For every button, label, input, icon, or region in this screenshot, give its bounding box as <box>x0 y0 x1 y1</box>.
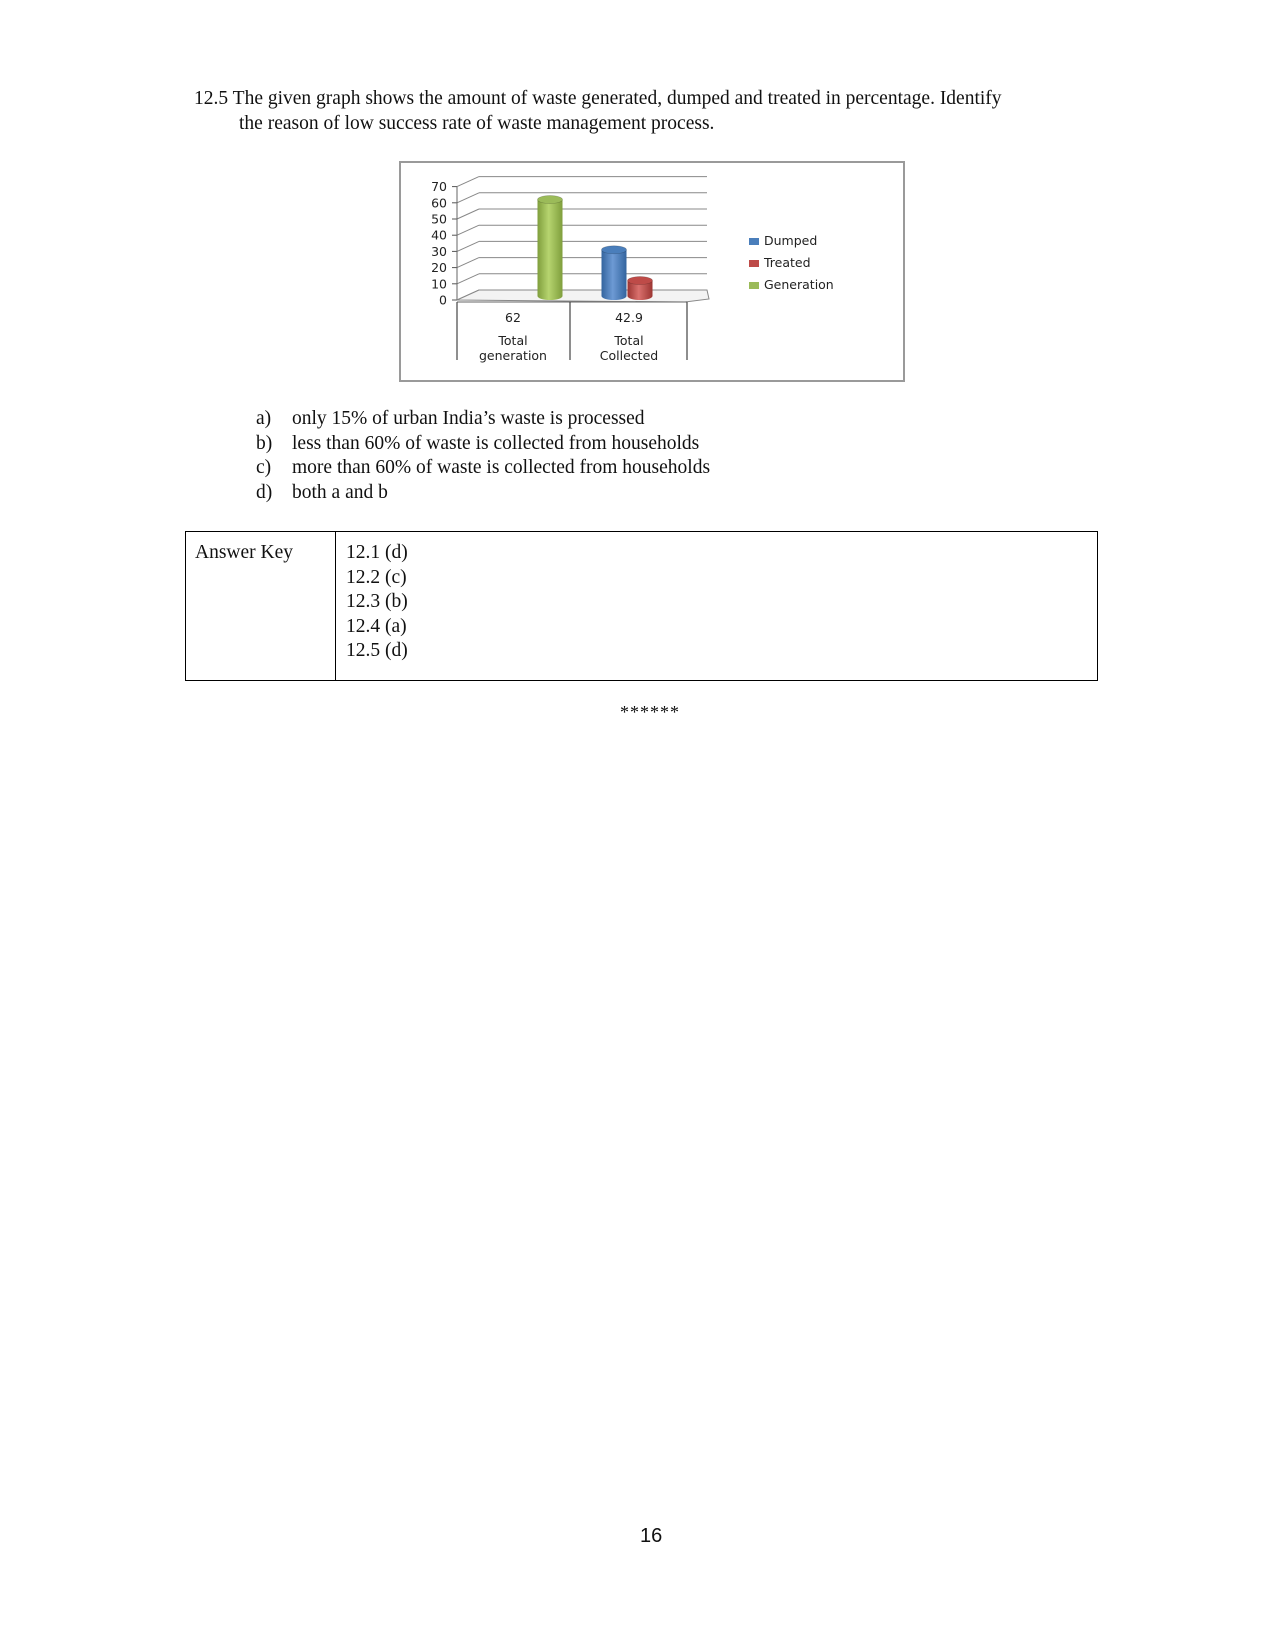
generation-bar <box>538 200 563 300</box>
category-value-label: 42.9 <box>615 310 643 325</box>
question-12-5 <box>194 86 1094 136</box>
gridline-side <box>457 225 479 235</box>
category-label: generation <box>479 348 547 363</box>
answer-item: 12.4 (a) <box>346 615 407 637</box>
page-number: 16 <box>640 1525 663 1547</box>
gridline-side <box>457 258 479 268</box>
y-tick-label: 60 <box>431 195 447 211</box>
chart-svg <box>401 163 903 380</box>
answer-item: 12.5 (d) <box>346 640 408 661</box>
gridline-side <box>457 274 479 284</box>
legend-label-treated: Treated <box>764 255 811 270</box>
legend-swatch-dumped <box>749 238 759 245</box>
y-tick-label: 70 <box>431 179 447 195</box>
answer-item: 12.1 (d) <box>346 542 408 563</box>
answer-key-table <box>185 531 1098 681</box>
y-tick-label: 20 <box>431 260 447 276</box>
legend-label-generation: Generation <box>764 277 834 292</box>
y-tick-label: 0 <box>439 292 447 308</box>
gridline-side <box>457 177 479 187</box>
option-text: more than 60% of waste is collected from households <box>292 457 711 478</box>
dumped-bar <box>602 250 627 300</box>
y-tick-label: 10 <box>431 276 447 292</box>
option-letter: a) <box>256 408 272 429</box>
option-b <box>256 432 710 457</box>
gridline-side <box>457 193 479 203</box>
question-text-1: The given graph shows the amount of waste generated, dumped and treated in percentage. Identify <box>232 88 1002 109</box>
y-tick-label: 50 <box>431 211 447 227</box>
category-value-label: 62 <box>505 310 521 325</box>
gridline-side <box>457 241 479 251</box>
answer-key-label: Answer Key <box>186 532 336 680</box>
question-text-2: the reason of low success rate of waste management process. <box>239 113 715 134</box>
question-line-1 <box>194 86 1094 111</box>
option-letter: b) <box>256 432 273 454</box>
section-separator: ****** <box>620 702 680 722</box>
answer-item: 12.3 (b) <box>346 591 408 612</box>
option-c <box>256 456 710 481</box>
category-label: Total <box>614 333 644 348</box>
category-label: Collected <box>599 348 659 363</box>
legend-label-dumped: Dumped <box>764 233 818 248</box>
dumped-bar-top <box>602 246 627 254</box>
option-text: both a and b <box>292 481 388 503</box>
option-letter: d) <box>256 481 273 503</box>
option-text: less than 60% of waste is collected from households <box>292 432 700 454</box>
legend-swatch-treated <box>749 260 759 267</box>
gridline-side <box>457 209 479 219</box>
option-text: only 15% of urban India’s waste is processed <box>292 408 645 429</box>
option-a <box>256 407 710 432</box>
generation-bar-top <box>538 196 563 204</box>
y-tick-label: 30 <box>431 243 447 259</box>
option-letter: c) <box>256 457 272 478</box>
category-label: Total <box>498 333 528 348</box>
question-number: 12.5 <box>194 88 229 109</box>
option-d <box>256 481 710 506</box>
waste-bar-chart <box>399 161 905 382</box>
legend-swatch-generation <box>749 282 759 289</box>
answer-options <box>256 407 710 505</box>
y-tick-label: 40 <box>431 227 447 243</box>
chart-floor <box>457 290 709 302</box>
answer-item: 12.2 (c) <box>346 566 407 588</box>
treated-bar-top <box>628 277 653 285</box>
answer-key-list <box>336 532 408 680</box>
